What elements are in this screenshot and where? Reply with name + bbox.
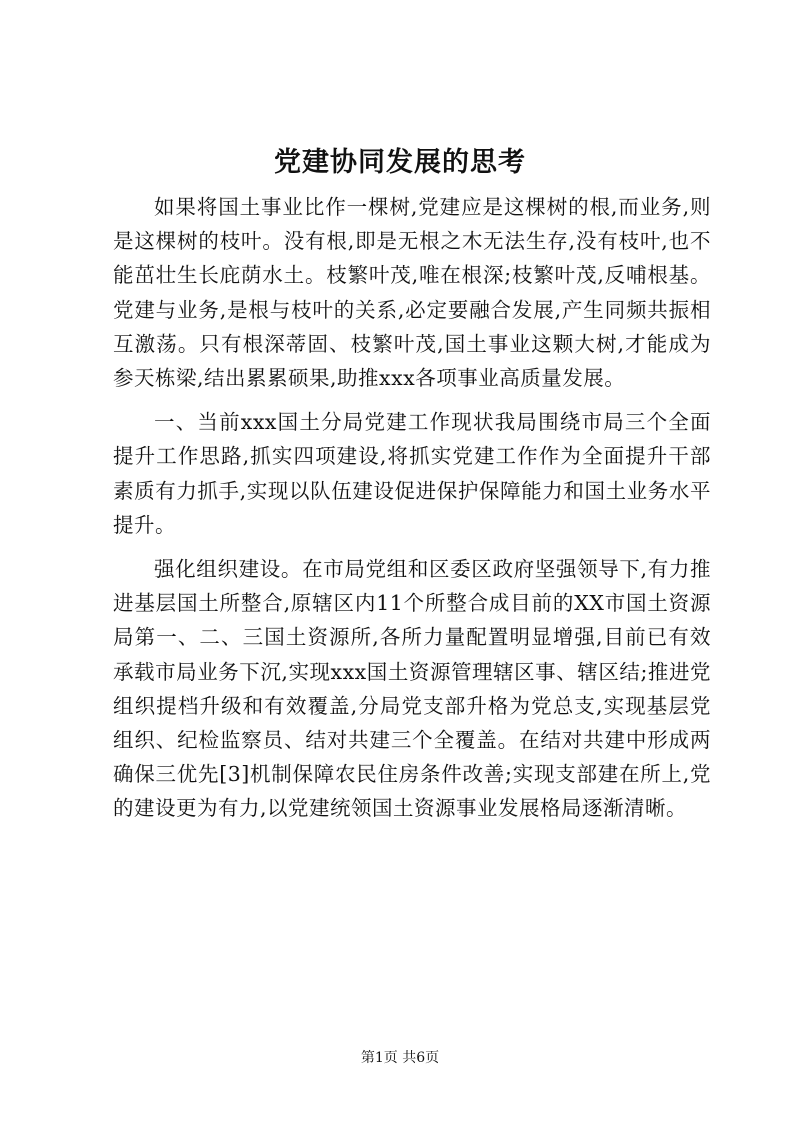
document-title: 党建协同发展的思考 [274, 147, 526, 178]
paragraph-intro: 如果将国土事业比作一棵树,党建应是这棵树的根,而业务,则是这棵树的枝叶。没有根,即是无根之木无法生存,没有枝叶,也不能茁壮生长庇荫水土。枝繁叶茂,唯在根深;枝繁叶茂,反哺根基。党建与业务,是根与枝叶的关系,必定要融合发展,产生同频共振相互激荡。只有根深蒂固、枝繁叶茂,国土事业这颗大树,才能成为参天栋梁,结出累累硕果,助推xxx各项事业高质量发展。 [113, 195, 711, 391]
paragraph-section-one: 一、当前xxx国土分局党建工作现状我局围绕市局三个全面提升工作思路,抓实四项建设,将抓实党建工作作为全面提升干部素质有力抓手,实现以队伍建设促进保护保障能力和国土业务水平提升。 [113, 410, 711, 537]
document-body [113, 190, 711, 836]
page-footer: 第1页 共6页 [360, 1050, 440, 1066]
paragraph-organization: 强化组织建设。在市局党组和区委区政府坚强领导下,有力推进基层国土所整合,原辖区内11个所整合成目前的XX市国土资源局第一、二、三国土资源所,各所力量配置明显增强,目前已有效承载市局业务下沉,实现xxx国土资源管理辖区事、辖区结;推进党组织提档升级和有效覆盖,分局党支部升格为党总支,实现基层党组织、纪检监察员、结对共建三个全覆盖。在结对共建中形成两确保三优先[3]机制保障农民住房条件改善;实现支部建在所上,党的建设更为有力,以党建统领国土资源事业发展格局逐渐清晰。 [113, 557, 711, 821]
